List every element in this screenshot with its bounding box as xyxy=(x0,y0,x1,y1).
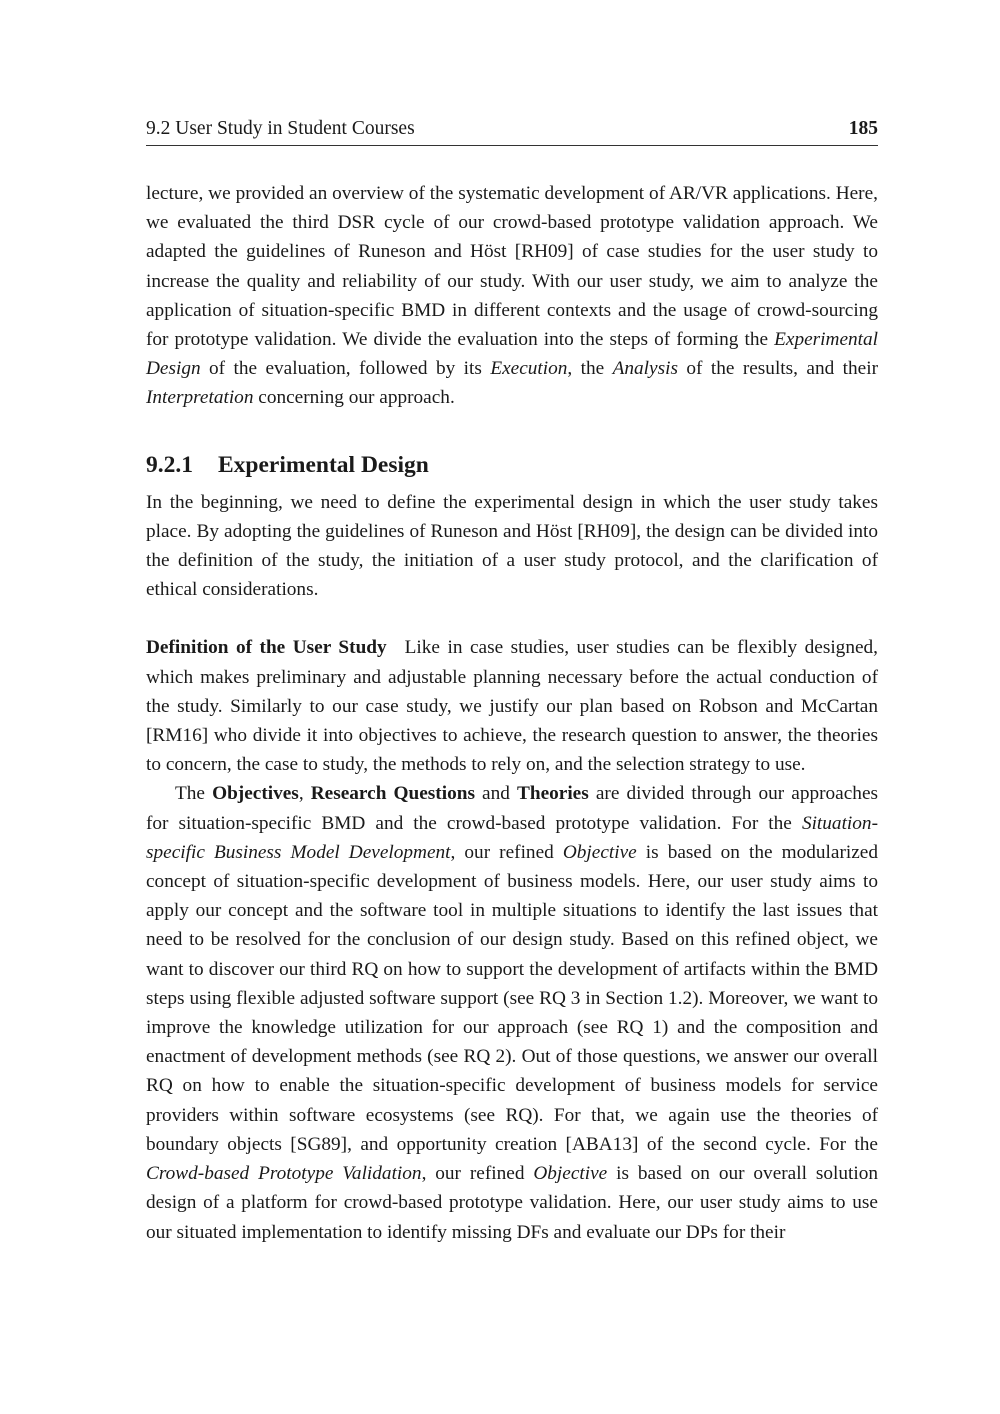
definition-paragraph xyxy=(146,633,878,779)
term-execution: Execution xyxy=(490,358,568,380)
intro-text-4: of the results, and their xyxy=(677,358,878,380)
bold-research-questions: Research Questions xyxy=(310,783,475,805)
intro-text-2: of the evaluation, followed by its xyxy=(200,358,491,380)
objectives-text-7: , our refined xyxy=(421,1163,534,1185)
section-number: 9.2.1 xyxy=(146,451,193,478)
term-objective-2: Objective xyxy=(533,1163,608,1185)
section-heading xyxy=(146,450,878,480)
objectives-text-3: and xyxy=(474,783,517,805)
intro-text-3: , the xyxy=(567,358,613,380)
definition-text: Like in case studies, user studies can be flexibly designed, which makes preliminary and adjustable planning necessary before the actual conduction of the study. Similarly to our case study, we justify our plan based on Robson and McCartan [RM16] who divide it into objectives to achieve, the research question to answer, the theories to concern, the case to study, the methods to rely on, and the selection strategy to use. xyxy=(146,637,878,776)
term-interpretation: Interpretation xyxy=(146,387,254,409)
term-analysis: Analysis xyxy=(612,358,678,380)
objectives-text-6: is based on the modularized concept of situation-specific development of business models. Here, our user study aims to apply our concept and the software tool in multiple situations to identify the last issues that need to be resolved for the conclusion of our design study. Based on this refined object, we want to discover our third RQ on how to support the development of artifacts within the BMD steps using flexible adjusted software support (see RQ 3 in Section 1.2). Moreover, we want to improve the knowledge utilization for our approach (see RQ 1) and the composition and enactment of development methods (see RQ 2). Out of those questions, we answer our overall RQ on how to enable the situation-specific development of business models for service providers within software ecosystems (see RQ). For that, we again use the theories of boundary objects [SG89], and opportunity creation [ABA13] of the second cycle. For the xyxy=(146,841,878,1155)
objectives-text-5: , our refined xyxy=(450,841,563,863)
paragraph-title: Definition of the User Study xyxy=(146,637,387,659)
objectives-text-2: , xyxy=(298,783,311,805)
term-objective-1: Objective xyxy=(562,841,637,863)
objectives-text-8: is based on our overall solution design of a platform for crowd-based prototype validation. Here, our user study aims to use our situated implementation to identify missing DFs and evaluate our DPs for their xyxy=(146,1163,878,1243)
bold-objectives: Objectives xyxy=(212,783,299,805)
objectives-paragraph xyxy=(146,779,878,1246)
intro-text-5: concerning our approach. xyxy=(253,387,455,409)
term-crowd-based-validation: Crowd-based Prototype Validation xyxy=(146,1163,422,1185)
running-header xyxy=(146,118,878,146)
objectives-text-1: The xyxy=(175,783,213,805)
term-experimental-design: Experimental Design xyxy=(146,329,878,380)
page xyxy=(146,118,878,1247)
term-situation-specific-bmd: Situation-specific Business Model Development xyxy=(146,812,878,863)
objectives-text-4: are divided through our approaches for situation-specific BMD and the crowd-based prototype validation. For the xyxy=(146,783,878,834)
intro-paragraph xyxy=(146,179,878,413)
intro-text-1: lecture, we provided an overview of the systematic development of AR/VR applications. Here, we evaluated the third DSR cycle of our crowd-based prototype validation approach. We adapted the guidelines of Runeson and Höst [RH09] of case studies for the user study to increase the quality and reliability of our study. With our user study, we aim to analyze the application of situation-specific BMD in different contexts and the usage of crowd-sourcing for prototype validation. We divide the evaluation into the steps of forming the xyxy=(146,183,878,351)
bold-theories: Theories xyxy=(516,783,589,805)
page-number: 185 xyxy=(848,118,878,139)
section-title: Experimental Design xyxy=(218,451,429,478)
design-paragraph: In the beginning, we need to define the experimental design in which the user study takes place. By adopting the guidelines of Runeson and Höst [RH09], the design can be divided into the definition of the study, the initiation of a user study protocol, and the clarification of ethical considerations. xyxy=(146,491,878,601)
running-header-title: 9.2 User Study in Student Courses xyxy=(146,118,415,139)
